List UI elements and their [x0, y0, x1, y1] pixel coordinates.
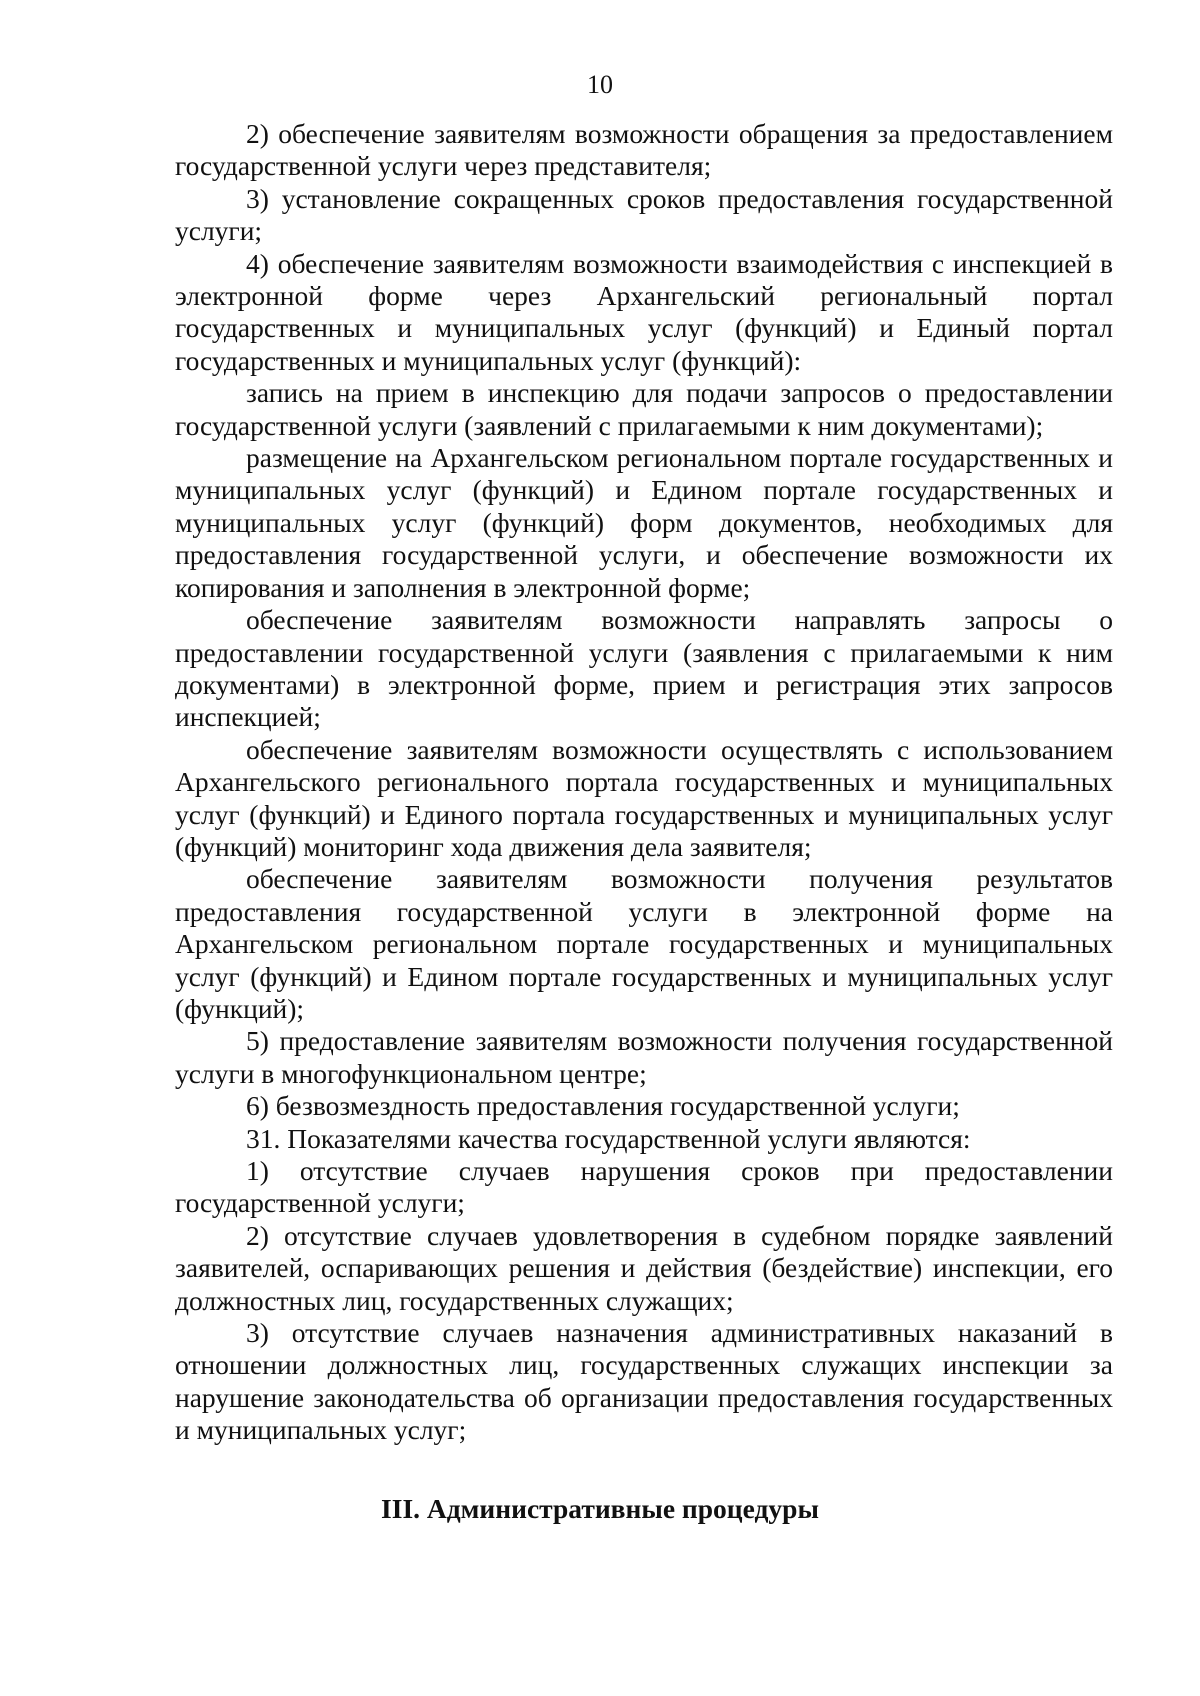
paragraph-item-2: 2) обеспечение заявителям возможности обращения за предоставлением государственной услуги через представителя;	[175, 118, 1113, 182]
paragraph-appointment-booking: запись на прием в инспекцию для подачи запросов о предоставлении государственной услуги (заявлений с прилагаемыми к ним документами);	[175, 377, 1113, 441]
page-number: 10	[587, 70, 613, 99]
section-heading: III. Административные процедуры	[381, 1493, 819, 1524]
paragraph-quality-3: 3) отсутствие случаев назначения административных наказаний в отношении должностных лиц, государственных служащих инспекции за нарушение законодательства об организации предоставления государственных и муниципальных услуг;	[175, 1317, 1113, 1446]
paragraph-quality-2: 2) отсутствие случаев удовлетворения в судебном порядке заявлений заявителей, оспаривающих решения и действия (бездействие) инспекции, его должностных лиц, государственных служащих;	[175, 1219, 1113, 1316]
paragraph-case-monitoring: обеспечение заявителям возможности осуществлять с использованием Архангельского регионального портала государственных и муниципальных услуг (функций) и Единого портала государственных и муниципальных услуг (функций) мониторинг хода движения дела заявителя;	[175, 733, 1113, 862]
paragraph-item-4: 4) обеспечение заявителям возможности взаимодействия с инспекцией в электронной форме через Архангельский региональный портал государственных и муниципальных услуг (функций) и Единый портал государственных и муниципальных услуг (функций):	[175, 247, 1113, 376]
paragraph-quality-1: 1) отсутствие случаев нарушения сроков при предоставлении государственной услуги;	[175, 1155, 1113, 1219]
paragraph-forms-placement: размещение на Архангельском региональном портале государственных и муниципальных услуг (функций) и Едином портале государственных и муниципальных услуг (функций) форм документов, необходимых для предоставления государственной услуги, и обеспечение возможности их копирования и заполнения в электронной форме;	[175, 442, 1113, 603]
paragraph-item-3: 3) установление сокращенных сроков предоставления государственной услуги;	[175, 182, 1113, 247]
paragraph-electronic-requests: обеспечение заявителям возможности направлять запросы о предоставлении государственной услуги (заявления с прилагаемыми к ним документами) в электронной форме, прием и регистрация этих запросов инспекцией;	[175, 604, 1113, 733]
document-body	[175, 118, 1113, 1447]
paragraph-electronic-results: обеспечение заявителям возможности получения результатов предоставления государственной услуги в электронной форме на Архангельском региональном портале государственных и муниципальных услуг (функций) и Едином портале государственных и муниципальных услуг (функций);	[175, 863, 1113, 1024]
paragraph-clause-31: 31. Показателями качества государственной услуги являются:	[246, 1122, 971, 1154]
paragraph-item-5: 5) предоставление заявителям возможности получения государственной услуги в многофункциональном центре;	[175, 1025, 1113, 1089]
paragraph-item-6: 6) безвозмездность предоставления государственной услуги;	[246, 1090, 960, 1122]
